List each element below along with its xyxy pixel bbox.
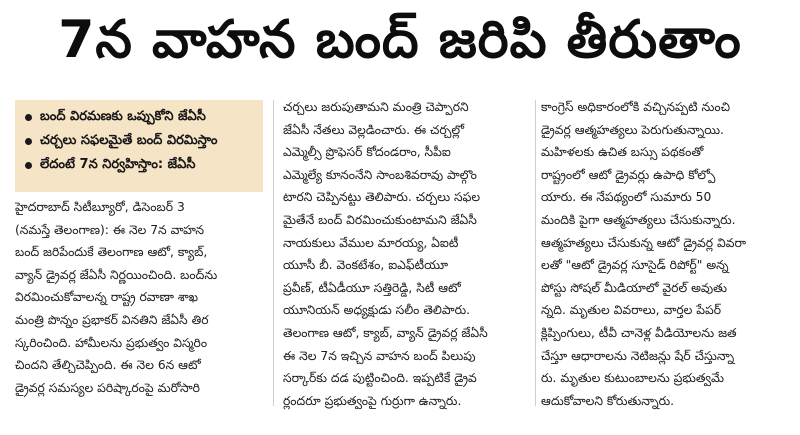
article-line: మందికి పైగా ఆత్మహత్యలు చేసుకున్నారు. [541,212,736,227]
article-line: తెలంగాణ ఆటో, క్యాబ్, వ్యాన్ డ్రైవర్ల జేఏసీ [283,325,488,340]
article-line: పోస్టు సోషల్ మీడియాలో వైరల్ అవుతు [541,280,728,295]
article-line: మైతేనే బంద్ విరమించుకుంటామని జేఏసీ [283,212,477,227]
highlight-item [25,108,255,126]
article-line: ఆత్మహత్యలు చేసుకున్న ఆటో డ్రైవర్ల వివరా [541,235,746,250]
article-line: సర్కార్‌కు దడ పుట్టించింది. ఇప్పటికే డ్రైవ [283,371,477,386]
article-line: రు. మృతుల కుటుంబాలను ప్రభుత్వమే [541,371,724,386]
article-line: ఎమ్మెల్యే కూనంనేని సాంబశివరావు పాల్గొం [283,167,477,182]
article-column-1 [15,196,263,399]
article-line: నాయకులు వేముల మారయ్య, ఏఐటీ [283,235,459,250]
article-line: హైదరాబాద్ సిటీబ్యూరో, డిసెంబర్ 3 [15,200,185,214]
article-line: యారు. ఈ నేపథ్యంలో సుమారు 50 [541,190,712,205]
headline: 7న వాహన బంద్ జరిపి తీరుతాం [58,9,742,70]
article-line: జేఏసీ నేతలు వెల్లడించారు. ఈ చర్చల్లో [283,122,465,137]
article-line: రాష్ట్రంలో ఆటో డ్రైవర్లు ఉపాధి కోల్పో [541,167,716,182]
highlight-item [25,156,255,174]
article-line: ర్లందరూ ప్రభుత్వంపై గుర్రుగా ఉన్నారు. [283,393,462,408]
bullet-icon [25,138,32,145]
article-line: న్నది. మృతుల వివరాలు, వార్తల పేపర్ [541,303,722,318]
article-line: మహిళలకు ఉచిత బస్సు పథకంతో [541,145,704,160]
article-line: స్కరించింది. హామీలను ప్రభుత్వం విస్మరిం [15,335,208,350]
highlights-box [15,100,263,192]
article-line: చేస్తూ ఆధారాలను నెటిజన్లు షేర్ చేస్తున్నా [541,348,735,363]
article-line: ఎమ్మెల్సీ ప్రొఫెసర్ కోదండరాం, సీపీఐ [283,145,451,160]
article-line: టారని చెప్పినట్టు తెలిపారు. చర్చలు సఫల [283,190,481,205]
article-line: మంత్రి పొన్నం ప్రభాకర్ వినతిని జేఏసీ తిర [15,312,209,327]
article-line: చర్చలు జరుపుతామని మంత్రి చెప్పారని [283,100,469,114]
article-line: యూనియన్ అధ్యక్షుడు సలీం తెలిపారు. [283,303,471,318]
article-line: బంద్ జరిపేందుకే తెలంగాణ ఆటో, క్యాబ్, [15,245,208,260]
article-line: ఆదుకోవాలని కోరుతున్నారు. [541,393,675,408]
article-line: విరమించుకోవాలన్న రాష్ట్ర రవాణా శాఖ [15,290,199,305]
article-line: చిందని తేల్చిచెప్పింది. ఈ నెల 6న ఆటో [15,358,201,373]
article-line: ఈ నెల 7న ఇచ్చిన వాహన బంద్ పిలుపు [283,348,476,363]
article-line: వ్యాన్ డ్రైవర్ల జేఏసీ నిర్ణయించింది. బంద్‌ను [15,267,218,282]
highlight-text: లేదంటే 7న నిర్వహిస్తాం: జేఏసీ [40,157,196,172]
article-column-3 [541,96,789,412]
highlight-text: బంద్ విరమణకు ఒప్పుకోని జేఏసీ [40,109,206,124]
bullet-icon [25,162,32,169]
article-line: (నమస్తే తెలంగాణ): ఈ నెల 7న వాహన [15,222,205,237]
article-line: ప్రవీణ్, టీఏడీయూ సత్తిరెడ్డి, సిటీ ఆటో [283,280,461,295]
article-line: డ్రైవర్ల ఆత్మహత్యలు పెరుగుతున్నాయి. [541,122,724,137]
bullet-icon [25,114,32,121]
column-divider-1 [273,100,274,406]
article-column-2 [283,96,529,412]
column-divider-2 [535,100,536,406]
article-line: క్లిప్పింగులు, టీవీ చానెళ్ల వీడియోలను జత [541,325,737,340]
highlight-item [25,132,255,150]
highlight-text: చర్చలు సఫలమైతే బంద్ విరమిస్తాం [40,133,218,148]
article-line: లతో "ఆటో డ్రైవర్ల సూసైడ్ రిపోర్ట్" అన్న [541,258,729,273]
article-line: డ్రైవర్ల సమస్యల పరిష్కారంపై మరోసారి [15,380,200,395]
article-line: కాంగ్రెస్ అధికారంలోకి వచ్చినప్పటి నుంచి [541,100,731,114]
article-line: యూసీ బీ. వెంకటేశం, ఐఎఫ్‌టీయూ [283,258,449,273]
